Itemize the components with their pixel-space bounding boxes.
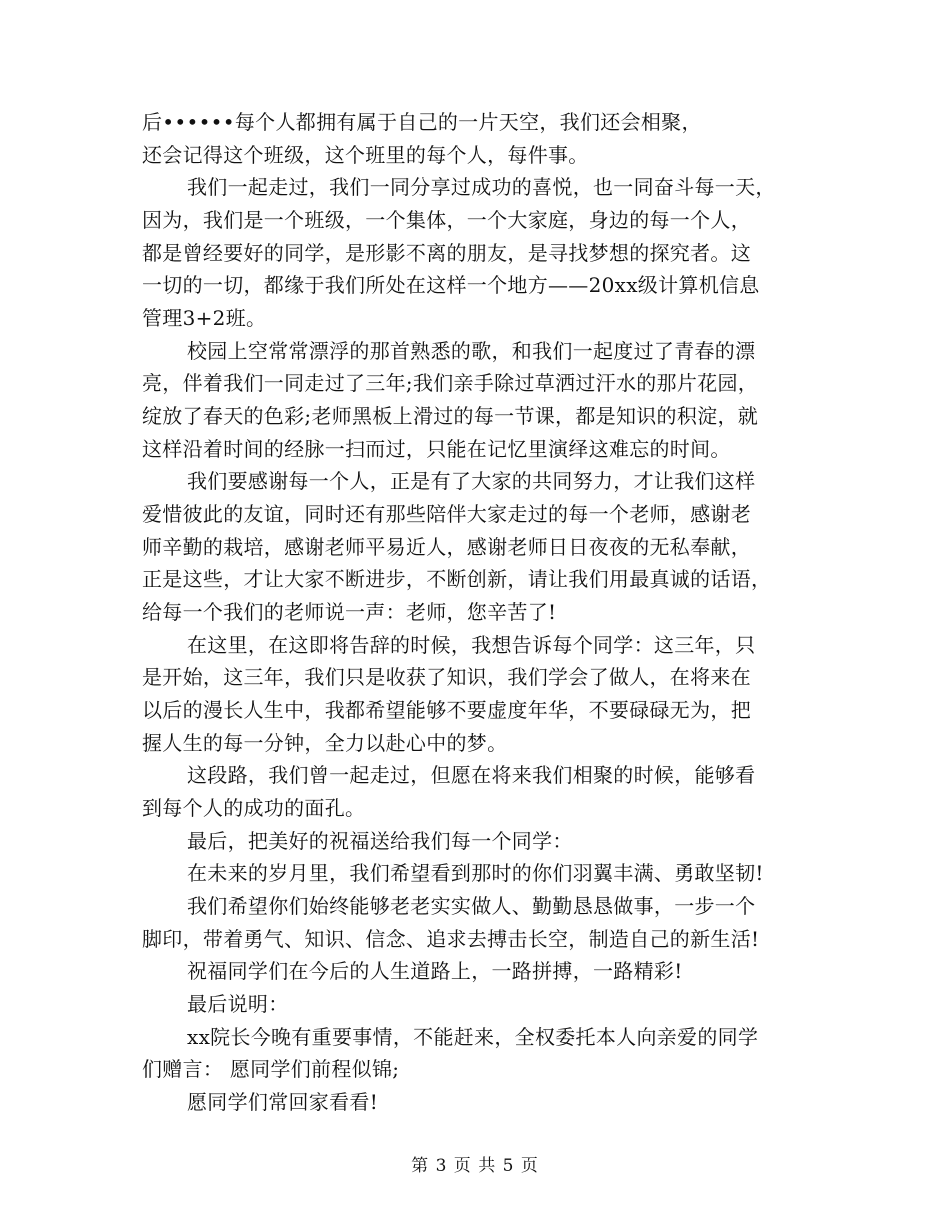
paragraph-first-line: 我们一起走过，我们一同分享过成功的喜悦，也一同奋斗每一天， [187, 175, 776, 199]
paragraph-first-line: 校园上空常常漂浮的那首熟悉的歌，和我们一起度过了青春的漂 [187, 339, 756, 363]
body-line: 给每一个我们的老师说一声：老师，您辛苦了! [142, 600, 557, 624]
body-line: 绽放了春天的色彩;老师黑板上滑过的每一节课，都是知识的积淀，就 [142, 404, 759, 428]
body-line: 脚印，带着勇气、知识、信念、追求去搏击长空，制造自己的新生活! [142, 927, 760, 951]
paragraph-first-line: 最后说明： [187, 992, 289, 1016]
page-number-footer: 第 3 页 共 5 页 [411, 1156, 539, 1176]
body-line: 后••••••每个人都拥有属于自己的一片天空，我们还会相聚， [142, 110, 702, 134]
paragraph-first-line: xx院长今晚有重要事情，不能赶来，全权委托本人向亲爱的同学 [187, 1025, 759, 1049]
body-line: 到每个人的成功的面孔。 [142, 796, 366, 820]
body-line: 以后的漫长人生中，我都希望能够不要虚度年华，不要碌碌无为，把 [142, 698, 751, 722]
body-line: 都是曾经要好的同学，是形影不离的朋友，是寻找梦想的探究者。这 [142, 241, 751, 265]
body-line: 爱惜彼此的友谊，同时还有那些陪伴大家走过的每一个老师，感谢老 [142, 502, 751, 526]
body-line: 正是这些，才让大家不断进步，不断创新，请让我们用最真诚的话语， [142, 567, 772, 591]
paragraph-first-line: 在未来的岁月里，我们希望看到那时的你们羽翼丰满、勇敢坚韧! [187, 861, 764, 885]
paragraph-first-line: 这段路，我们曾一起走过，但愿在将来我们相聚的时候，能够看 [187, 763, 756, 787]
body-line: 管理3+2班。 [142, 306, 267, 330]
body-line: 是开始，这三年，我们只是收获了知识，我们学会了做人，在将来在 [142, 665, 751, 689]
body-line: 师辛勤的栽培，感谢老师平易近人，感谢老师日日夜夜的无私奉献， [142, 535, 751, 559]
body-line: 因为，我们是一个班级，一个集体，一个大家庭，身边的每一个人， [142, 208, 751, 232]
paragraph-first-line: 愿同学们常回家看看! [187, 1090, 379, 1114]
body-line: 一切的一切，都缘于我们所处在这样一个地方——20xx级计算机信息 [142, 273, 760, 297]
paragraph-first-line: 我们要感谢每一个人，正是有了大家的共同努力，才让我们这样 [187, 469, 756, 493]
paragraph-first-line: 我们希望你们始终能够老老实实做人、勤勤恳恳做事，一步一个 [187, 894, 756, 918]
paragraph-first-line: 最后，把美好的祝福送给我们每一个同学： [187, 829, 573, 853]
body-line: 握人生的每一分钟，全力以赴心中的梦。 [142, 731, 508, 755]
body-line: 们赠言： 愿同学们前程似锦; [142, 1057, 400, 1081]
body-line: 这样沿着时间的经脉一扫而过，只能在记忆里演绎这难忘的时间。 [142, 437, 731, 461]
paragraph-first-line: 祝福同学们在今后的人生道路上，一路拼搏，一路精彩! [187, 959, 683, 983]
body-line: 亮，伴着我们一同走过了三年;我们亲手除过草洒过汗水的那片花园， [142, 371, 759, 395]
paragraph-first-line: 在这里，在这即将告辞的时候，我想告诉每个同学：这三年，只 [187, 633, 756, 657]
body-line: 还会记得这个班级，这个班里的每个人，每件事。 [142, 143, 589, 167]
